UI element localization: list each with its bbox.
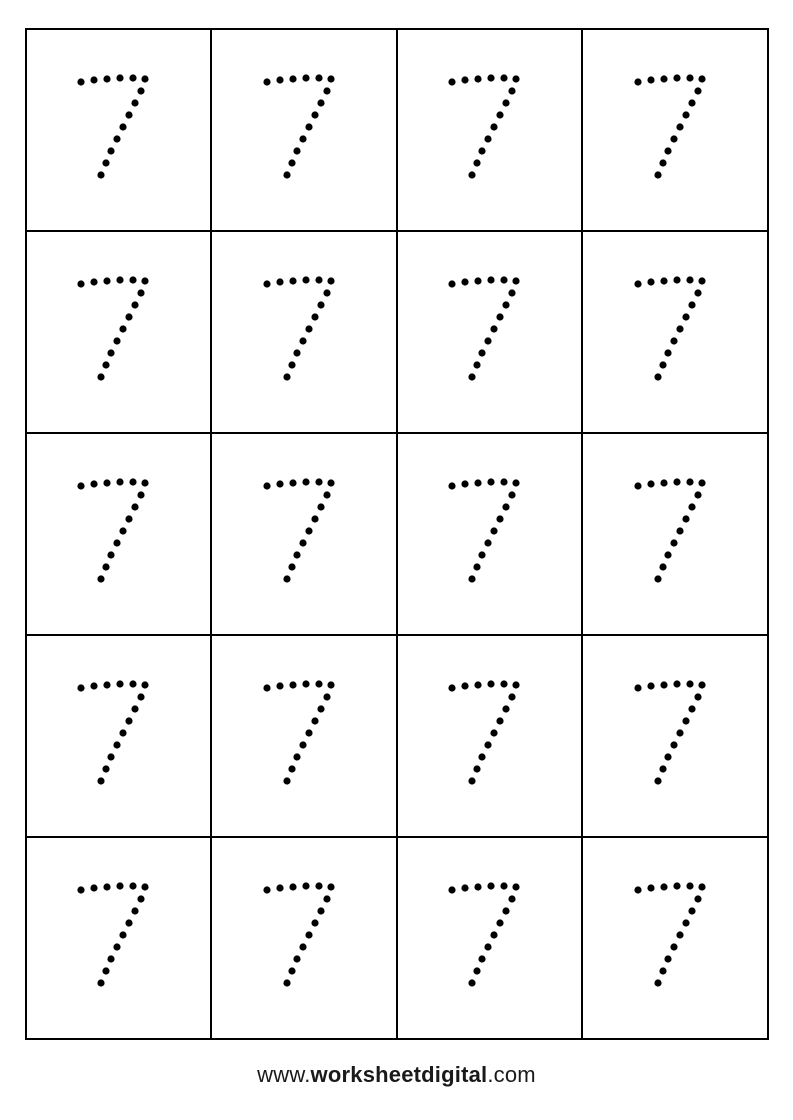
- table-row[interactable]: [212, 636, 398, 838]
- table-row[interactable]: [212, 434, 398, 636]
- dotted-seven-icon: [63, 464, 173, 604]
- dotted-seven-icon: [63, 666, 173, 806]
- dotted-seven-icon: [434, 868, 544, 1008]
- table-row[interactable]: [27, 30, 213, 232]
- table-row[interactable]: [27, 232, 213, 434]
- footer-url-prefix: www.: [257, 1062, 311, 1087]
- dotted-seven-icon: [620, 868, 730, 1008]
- dotted-seven-icon: [249, 60, 359, 200]
- footer-brand: worksheetdigital: [310, 1062, 488, 1087]
- dotted-seven-icon: [63, 868, 173, 1008]
- dotted-seven-icon: [620, 666, 730, 806]
- table-row[interactable]: [583, 434, 769, 636]
- table-row[interactable]: [27, 838, 213, 1040]
- dotted-seven-icon: [249, 262, 359, 402]
- footer-website-url: [0, 1062, 793, 1088]
- dotted-seven-icon: [434, 262, 544, 402]
- table-row[interactable]: [398, 232, 584, 434]
- table-row[interactable]: [212, 30, 398, 232]
- dotted-seven-icon: [63, 262, 173, 402]
- dotted-seven-icon: [620, 60, 730, 200]
- dotted-seven-icon: [434, 464, 544, 604]
- table-row[interactable]: [583, 838, 769, 1040]
- dotted-seven-icon: [620, 262, 730, 402]
- table-row[interactable]: [27, 636, 213, 838]
- table-row[interactable]: [583, 636, 769, 838]
- dotted-seven-icon: [434, 60, 544, 200]
- dotted-seven-icon: [249, 464, 359, 604]
- table-row[interactable]: [212, 838, 398, 1040]
- dotted-seven-icon: [249, 868, 359, 1008]
- table-row[interactable]: [212, 232, 398, 434]
- table-row[interactable]: [398, 636, 584, 838]
- table-row[interactable]: [583, 30, 769, 232]
- tracing-grid: [25, 28, 769, 1040]
- footer-url-suffix: .com: [487, 1062, 536, 1087]
- table-row[interactable]: [398, 434, 584, 636]
- table-row[interactable]: [398, 838, 584, 1040]
- dotted-seven-icon: [63, 60, 173, 200]
- dotted-seven-icon: [249, 666, 359, 806]
- table-row[interactable]: [398, 30, 584, 232]
- table-row[interactable]: [27, 434, 213, 636]
- dotted-seven-icon: [620, 464, 730, 604]
- table-row[interactable]: [583, 232, 769, 434]
- dotted-seven-icon: [434, 666, 544, 806]
